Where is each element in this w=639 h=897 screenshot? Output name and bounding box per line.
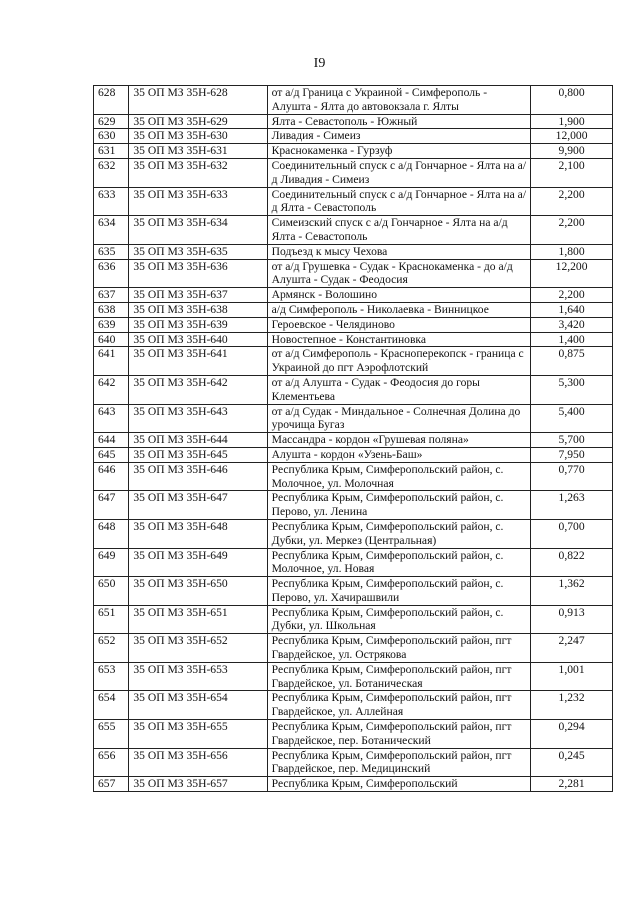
table-row [94, 634, 613, 663]
road-name: Республика Крым, Симферопольский район, с. Дубки, ул. Меркез (Центральная) [267, 519, 531, 548]
row-number: 629 [94, 114, 129, 129]
row-number: 632 [94, 158, 129, 187]
road-length: 0,822 [531, 548, 613, 577]
road-id: 35 ОП МЗ 35Н-651 [129, 605, 267, 634]
row-number: 656 [94, 748, 129, 777]
row-number: 652 [94, 634, 129, 663]
row-number: 634 [94, 216, 129, 245]
road-length: 5,400 [531, 404, 613, 433]
row-number: 643 [94, 404, 129, 433]
road-name: Подъезд к мысу Чехова [267, 244, 531, 259]
road-name: Республика Крым, Симферопольский район, с. Перово, ул. Ленина [267, 491, 531, 520]
road-name: Республика Крым, Симферопольский район, с. Дубки, ул. Школьная [267, 605, 531, 634]
row-number: 633 [94, 187, 129, 216]
table-row [94, 288, 613, 303]
road-id: 35 ОП МЗ 35Н-639 [129, 317, 267, 332]
road-id: 35 ОП МЗ 35Н-643 [129, 404, 267, 433]
road-name: Республика Крым, Симферопольский [267, 777, 531, 792]
row-number: 653 [94, 662, 129, 691]
road-length: 5,700 [531, 433, 613, 448]
table-row [94, 375, 613, 404]
road-length: 1,362 [531, 577, 613, 606]
roads-table [93, 85, 613, 792]
road-id: 35 ОП МЗ 35Н-642 [129, 375, 267, 404]
road-length: 1,400 [531, 332, 613, 347]
table-row [94, 158, 613, 187]
row-number: 650 [94, 577, 129, 606]
row-number: 644 [94, 433, 129, 448]
row-number: 655 [94, 720, 129, 749]
row-number: 651 [94, 605, 129, 634]
road-name: от а/д Граница с Украиной - Симферополь - Алушта - Ялта до автовокзала г. Ялты [267, 86, 531, 115]
road-length: 0,245 [531, 748, 613, 777]
road-id: 35 ОП МЗ 35Н-653 [129, 662, 267, 691]
row-number: 648 [94, 519, 129, 548]
row-number: 639 [94, 317, 129, 332]
road-id: 35 ОП МЗ 35Н-646 [129, 462, 267, 491]
road-length: 2,100 [531, 158, 613, 187]
road-length: 0,770 [531, 462, 613, 491]
row-number: 657 [94, 777, 129, 792]
road-name: от а/д Судак - Миндальное - Солнечная Долина до урочища Бугаз [267, 404, 531, 433]
road-name: а/д Симферополь - Николаевка - Винницкое [267, 302, 531, 317]
table-row [94, 605, 613, 634]
road-length: 0,800 [531, 86, 613, 115]
table-row [94, 491, 613, 520]
road-name: Соединительный спуск с а/д Гончарное - Ялта на а/д Ялта - Севастополь [267, 187, 531, 216]
road-name: Алушта - кордон «Узень-Баш» [267, 447, 531, 462]
road-length: 2,200 [531, 288, 613, 303]
table-row [94, 216, 613, 245]
table-row [94, 691, 613, 720]
road-id: 35 ОП МЗ 35Н-634 [129, 216, 267, 245]
table-row [94, 302, 613, 317]
road-length: 12,200 [531, 259, 613, 288]
road-name: Героевское - Челядиново [267, 317, 531, 332]
road-id: 35 ОП МЗ 35Н-630 [129, 129, 267, 144]
road-name: Республика Крым, Симферопольский район, пгт Гвардейское, ул. Аллейная [267, 691, 531, 720]
road-length: 1,232 [531, 691, 613, 720]
road-name: Республика Крым, Симферопольский район, с. Перово, ул. Хачирашвили [267, 577, 531, 606]
row-number: 654 [94, 691, 129, 720]
road-id: 35 ОП МЗ 35Н-655 [129, 720, 267, 749]
road-id: 35 ОП МЗ 35Н-657 [129, 777, 267, 792]
row-number: 647 [94, 491, 129, 520]
road-length: 2,281 [531, 777, 613, 792]
road-name: Армянск - Волошино [267, 288, 531, 303]
road-id: 35 ОП МЗ 35Н-641 [129, 347, 267, 376]
row-number: 635 [94, 244, 129, 259]
table-row [94, 577, 613, 606]
road-length: 3,420 [531, 317, 613, 332]
road-length: 1,800 [531, 244, 613, 259]
road-length: 0,294 [531, 720, 613, 749]
road-id: 35 ОП МЗ 35Н-656 [129, 748, 267, 777]
road-name: Республика Крым, Симферопольский район, с. Молочное, ул. Новая [267, 548, 531, 577]
table-row [94, 144, 613, 159]
road-id: 35 ОП МЗ 35Н-633 [129, 187, 267, 216]
road-id: 35 ОП МЗ 35Н-631 [129, 144, 267, 159]
road-length: 2,247 [531, 634, 613, 663]
row-number: 646 [94, 462, 129, 491]
road-id: 35 ОП МЗ 35Н-640 [129, 332, 267, 347]
row-number: 649 [94, 548, 129, 577]
table-row [94, 748, 613, 777]
road-name: Краснокаменка - Гурзуф [267, 144, 531, 159]
table-row [94, 548, 613, 577]
page-number: I9 [313, 56, 326, 71]
row-number: 640 [94, 332, 129, 347]
road-length: 1,263 [531, 491, 613, 520]
road-id: 35 ОП МЗ 35Н-644 [129, 433, 267, 448]
table-row [94, 720, 613, 749]
road-id: 35 ОП МЗ 35Н-632 [129, 158, 267, 187]
table-row [94, 129, 613, 144]
road-name: Республика Крым, Симферопольский район, пгт Гвардейское, ул. Ботаническая [267, 662, 531, 691]
table-row [94, 317, 613, 332]
road-name: Республика Крым, Симферопольский район, пгт Гвардейское, ул. Острякова [267, 634, 531, 663]
road-name: Ялта - Севастополь - Южный [267, 114, 531, 129]
road-id: 35 ОП МЗ 35Н-654 [129, 691, 267, 720]
road-name: Симеизский спуск с а/д Гончарное - Ялта на а/д Ялта - Севастополь [267, 216, 531, 245]
table-row [94, 519, 613, 548]
road-name: Новостепное - Константиновка [267, 332, 531, 347]
road-id: 35 ОП МЗ 35Н-629 [129, 114, 267, 129]
row-number: 628 [94, 86, 129, 115]
table-row [94, 187, 613, 216]
road-id: 35 ОП МЗ 35Н-648 [129, 519, 267, 548]
table-row [94, 86, 613, 115]
road-length: 12,000 [531, 129, 613, 144]
row-number: 636 [94, 259, 129, 288]
road-length: 9,900 [531, 144, 613, 159]
table-row [94, 462, 613, 491]
road-length: 7,950 [531, 447, 613, 462]
road-id: 35 ОП МЗ 35Н-637 [129, 288, 267, 303]
road-id: 35 ОП МЗ 35Н-635 [129, 244, 267, 259]
table-row [94, 114, 613, 129]
table-row [94, 662, 613, 691]
road-length: 2,200 [531, 187, 613, 216]
road-id: 35 ОП МЗ 35Н-636 [129, 259, 267, 288]
table-row [94, 777, 613, 792]
road-length: 0,875 [531, 347, 613, 376]
table-row [94, 347, 613, 376]
road-id: 35 ОП МЗ 35Н-647 [129, 491, 267, 520]
road-id: 35 ОП МЗ 35Н-645 [129, 447, 267, 462]
road-id: 35 ОП МЗ 35Н-638 [129, 302, 267, 317]
row-number: 631 [94, 144, 129, 159]
roads-table-body [94, 86, 613, 792]
row-number: 637 [94, 288, 129, 303]
row-number: 638 [94, 302, 129, 317]
table-row [94, 244, 613, 259]
road-length: 1,900 [531, 114, 613, 129]
table-row [94, 259, 613, 288]
road-length: 5,300 [531, 375, 613, 404]
road-length: 0,913 [531, 605, 613, 634]
row-number: 642 [94, 375, 129, 404]
road-length: 1,640 [531, 302, 613, 317]
road-length: 0,700 [531, 519, 613, 548]
row-number: 630 [94, 129, 129, 144]
road-name: Соединительный спуск с а/д Гончарное - Ялта на а/д Ливадия - Симеиз [267, 158, 531, 187]
road-name: Республика Крым, Симферопольский район, пгт Гвардейское, пер. Ботанический [267, 720, 531, 749]
road-name: Республика Крым, Симферопольский район, с. Молочное, ул. Молочная [267, 462, 531, 491]
road-id: 35 ОП МЗ 35Н-650 [129, 577, 267, 606]
road-name: Ливадия - Симеиз [267, 129, 531, 144]
road-name: Массандра - кордон «Грушевая поляна» [267, 433, 531, 448]
road-name: от а/д Симферополь - Красноперекопск - граница с Украиной до пгт Аэрофлотский [267, 347, 531, 376]
road-length: 1,001 [531, 662, 613, 691]
road-name: от а/д Алушта - Судак - Феодосия до горы Клементьева [267, 375, 531, 404]
road-length: 2,200 [531, 216, 613, 245]
table-row [94, 433, 613, 448]
row-number: 645 [94, 447, 129, 462]
road-name: Республика Крым, Симферопольский район, пгт Гвардейское, пер. Медицинский [267, 748, 531, 777]
row-number: 641 [94, 347, 129, 376]
table-row [94, 447, 613, 462]
table-row [94, 404, 613, 433]
road-name: от а/д Грушевка - Судак - Краснокаменка - до а/д Алушта - Судак - Феодосия [267, 259, 531, 288]
table-row [94, 332, 613, 347]
road-id: 35 ОП МЗ 35Н-628 [129, 86, 267, 115]
road-id: 35 ОП МЗ 35Н-649 [129, 548, 267, 577]
road-id: 35 ОП МЗ 35Н-652 [129, 634, 267, 663]
